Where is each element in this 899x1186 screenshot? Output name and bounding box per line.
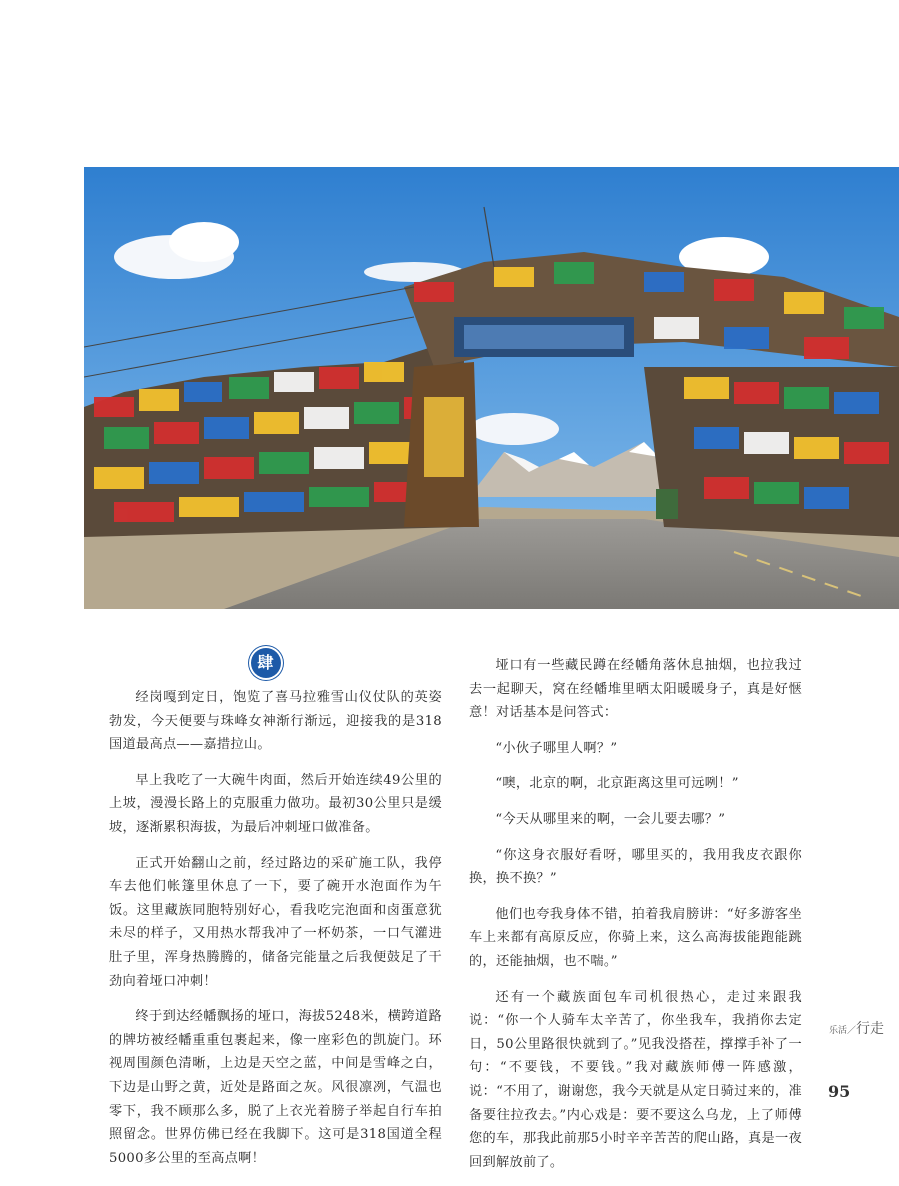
prayer-flag-arch-photo: [84, 167, 899, 609]
paragraph: 经岗嘎到定日，饱览了喜马拉雅雪山仪仗队的英姿勃发，今天便要与珠峰女神渐行渐远，迎接我的是318国道最高点——嘉措拉山。: [109, 690, 442, 753]
paragraph: “你这身衣服好看呀，哪里买的，我用我皮衣跟你换，换不换？”: [469, 847, 802, 887]
paragraph: 还有一个藏族面包车司机很热心，走过来跟我说：“你一个人骑车太辛苦了，你坐我车，我捎你去定日，50公里路很快就到了。”见我没搭茬，撑撑手补了一句：“不要钱，不要钱。”我对藏族师傅一阵感激，说：“不用了，谢谢您，我今天就是从定日骑过来的，准备要往拉孜去。”内心戏是：要不要这么乌龙，上了师傅您的车，那我此前那5小时辛辛苦苦的爬山路，真是一夜回到解放前了。: [469, 989, 802, 1170]
section-number-badge: 肆: [251, 648, 281, 678]
article-column-left: [109, 648, 442, 1182]
page-number: 95: [828, 1082, 851, 1101]
paragraph: 正式开始翻山之前，经过路边的采矿施工队，我停车去他们帐篷里休息了一下，要了碗开水泡面作为午饭。这里藏族同胞特别好心，看我吃完泡面和卤蛋意犹未尽的样子，又用热水帮我冲了一杯奶茶，一口气灌进肚子里，浑身热腾腾的，储备完能量之后我便鼓足了干劲向着垭口冲刺！: [109, 855, 442, 989]
paragraph: 终于到达经幡飘扬的垭口，海拔5248米，横跨道路的牌坊被经幡重重包裹起来，像一座彩色的凯旋门。环视周围颜色清晰，上边是天空之蓝，中间是雪峰之白，下边是山野之黄，近处是路面之灰。风很凛冽，气温也零下，我不顾那么多，脱了上衣光着膀子举起自行车拍照留念。世界仿佛已经在我脚下。这可是318国道全程5000多公里的至高点啊！: [109, 1009, 442, 1166]
paragraph: “噢，北京的啊，北京距离这里可远咧！”: [495, 776, 739, 792]
paragraph: 他们也夸我身体不错，拍着我肩膀讲：“好多游客坐车上来都有高原反应，你骑上来，这么高海拔能跑能跳的，还能抽烟，也不喘。”: [469, 906, 802, 969]
section-label-small: 乐活: [829, 1026, 848, 1036]
paragraph: 早上我吃了一大碗牛肉面，然后开始连续49公里的上坡，漫漫长路上的克服重力做功。最初30公里只是缓坡，逐渐累积海拔，为最后冲刺垭口做准备。: [109, 772, 442, 835]
section-label-large: 行走: [856, 1021, 885, 1037]
paragraph: 垭口有一些藏民蹲在经幡角落休息抽烟，也拉我过去一起聊天，窝在经幡堆里晒太阳暖暖身子，真是好惬意！对话基本是问答式：: [469, 658, 802, 721]
paragraph: “小伙子哪里人啊？”: [495, 740, 618, 756]
article-column-right: [469, 654, 802, 1186]
section-label: 乐活／行走: [829, 1021, 885, 1037]
paragraph: “今天从哪里来的啊，一会儿要去哪？”: [495, 811, 726, 827]
